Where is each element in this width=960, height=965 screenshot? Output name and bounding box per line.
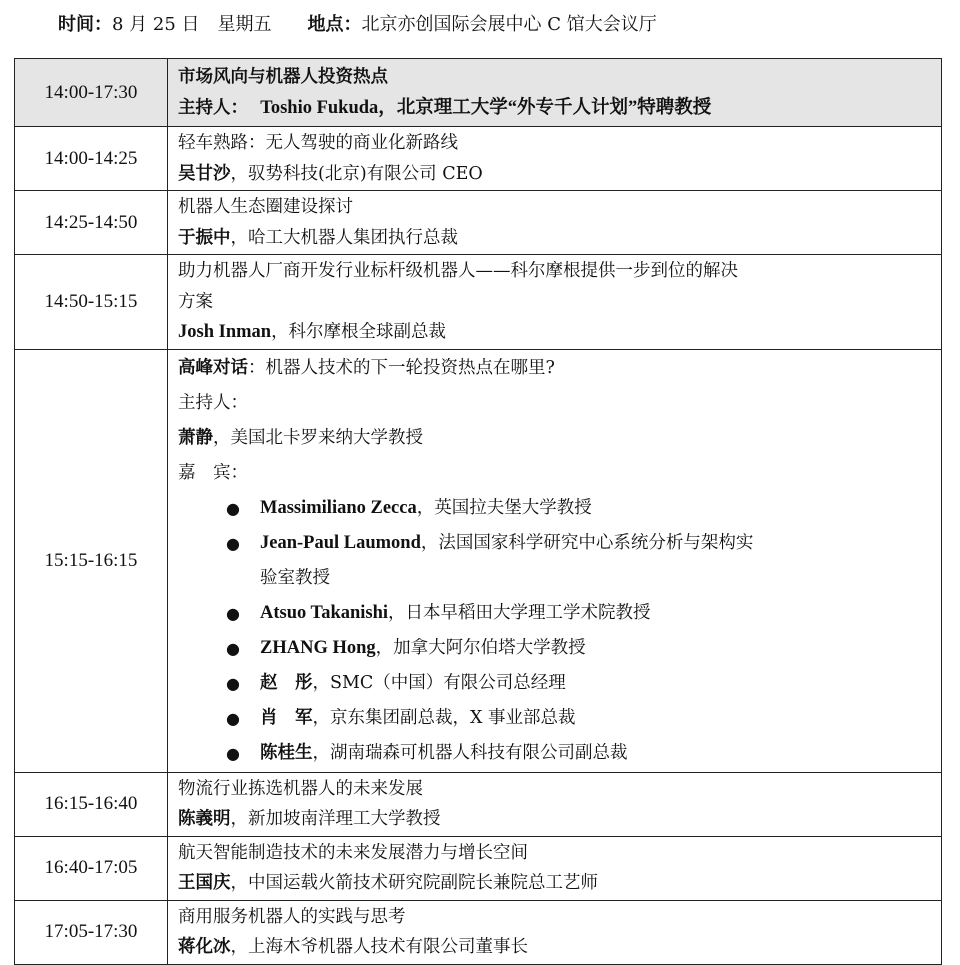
speaker-affiliation: ，中国运载火箭技术研究院副院长兼院总工艺师 — [230, 873, 598, 893]
guest-name: Massimiliano Zecca — [260, 497, 417, 518]
talk-speaker-line — [178, 317, 931, 348]
speaker-affiliation: ，新加坡南洋理工大学教授 — [230, 809, 441, 829]
bullet-icon: ● — [226, 603, 240, 623]
guest-affiliation: ，加拿大阿尔伯塔大学教授 — [375, 637, 586, 658]
table-row — [15, 836, 942, 900]
panel-host — [178, 421, 931, 456]
guest-affiliation: ，日本早稻田大学理工学术院教授 — [388, 602, 651, 623]
bullet-icon: ● — [226, 743, 240, 763]
session-header-row — [15, 59, 942, 127]
schedule-table — [14, 58, 942, 965]
time-cell: 14:50-15:15 — [15, 255, 168, 350]
bullet-icon: ● — [226, 673, 240, 693]
talk-cell — [168, 772, 942, 836]
place-label: 地点： — [307, 14, 362, 35]
time-cell: 14:25-14:50 — [15, 191, 168, 255]
host-label: 主持人： — [178, 97, 248, 118]
place-value: 北京亦创国际会展中心 C 馆大会议厅 — [361, 14, 657, 35]
session-title: 市场风向与机器人投资热点 — [178, 67, 388, 87]
schedule-header — [58, 8, 657, 42]
guest-name: Jean-Paul Laumond — [260, 532, 421, 553]
host-affiliation: ，美国北卡罗来纳大学教授 — [213, 427, 423, 448]
table-row — [15, 191, 942, 255]
talk-topic-line1: 助力机器人厂商开发行业标杆级机器人——科尔摩根提供一步到位的解决 — [178, 261, 738, 281]
session-title-cell — [168, 59, 942, 127]
bullet-icon: ● — [226, 498, 240, 518]
talk-cell — [168, 255, 942, 350]
list-item — [178, 736, 931, 771]
speaker-name: 蒋化冰 — [178, 937, 231, 957]
time-cell: 16:40-17:05 — [15, 836, 168, 900]
talk-cell — [168, 836, 942, 900]
guest-affiliation: ，湖南瑞森可机器人科技有限公司副总裁 — [312, 742, 628, 763]
speaker-name: Josh Inman — [178, 322, 272, 342]
time-cell: 17:05-17:30 — [15, 900, 168, 964]
list-item — [178, 526, 931, 596]
guest-name: 肖 军 — [260, 707, 313, 728]
talk-topic: 航天智能制造技术的未来发展潜力与增长空间 — [178, 842, 528, 863]
speaker-affiliation: ，驭势科技(北京)有限公司 CEO — [230, 163, 483, 184]
talk-topic: 物流行业拣选机器人的未来发展 — [178, 778, 423, 799]
talk-speaker-line — [178, 932, 931, 963]
bullet-icon: ● — [226, 708, 240, 728]
speaker-name: 王国庆 — [178, 873, 231, 893]
session-host — [178, 93, 931, 124]
list-item — [178, 701, 931, 736]
guest-name: Atsuo Takanishi — [260, 602, 389, 623]
host-name: 萧静 — [178, 427, 213, 448]
table-row — [15, 255, 942, 350]
talk-speaker-line — [178, 868, 931, 899]
panel-cell — [168, 349, 942, 772]
guest-affiliation: ，英国拉夫堡大学教授 — [416, 497, 592, 518]
guest-name: 陈桂生 — [260, 742, 313, 763]
list-item — [178, 631, 931, 666]
talk-topic: 轻车熟路：无人驾驶的商业化新路线 — [178, 133, 458, 153]
talk-speaker-line — [178, 159, 931, 190]
speaker-name: 于振中 — [178, 227, 231, 248]
talk-topic: 商用服务机器人的实践与思考 — [178, 906, 406, 927]
speaker-name: 吴甘沙 — [178, 163, 231, 184]
time-cell: 14:00-14:25 — [15, 127, 168, 191]
guest-affiliation: ，法国国家科学研究中心系统分析与架构实 — [420, 532, 754, 553]
panel-title — [178, 351, 931, 386]
table-row — [15, 772, 942, 836]
list-item — [178, 666, 931, 701]
talk-cell — [168, 127, 942, 191]
time-cell: 14:00-17:30 — [15, 59, 168, 127]
talk-cell — [168, 191, 942, 255]
talk-speaker-line — [178, 223, 931, 254]
talk-cell — [168, 900, 942, 964]
speaker-affiliation: ，科尔摩根全球副总裁 — [271, 322, 447, 342]
talk-speaker-line — [178, 804, 931, 835]
talk-topic-line2: 方案 — [178, 291, 213, 312]
time-cell: 16:15-16:40 — [15, 772, 168, 836]
guest-affiliation: ，SMC（中国）有限公司总经理 — [312, 672, 566, 693]
host-value: Toshio Fukuda，北京理工大学“外专千人计划”特聘教授 — [260, 97, 712, 118]
guest-list — [178, 491, 931, 771]
speaker-name: 陈義明 — [178, 809, 231, 829]
panel-host-label: 主持人： — [178, 392, 248, 413]
time-label: 时间： — [58, 14, 112, 35]
time-cell: 15:15-16:15 — [15, 349, 168, 772]
panel-title-value: ：机器人技术的下一轮投资热点在哪里? — [248, 357, 555, 378]
panel-title-label: 高峰对话 — [178, 357, 248, 378]
bullet-icon: ● — [226, 533, 240, 553]
list-item — [178, 491, 931, 526]
guest-affiliation: ，京东集团副总裁，X 事业部总裁 — [312, 707, 576, 728]
table-row — [15, 127, 942, 191]
panel-guests-label: 嘉 宾： — [178, 462, 248, 483]
list-item — [178, 596, 931, 631]
speaker-affiliation: ，上海木爷机器人技术有限公司董事长 — [230, 937, 528, 957]
guest-affiliation-cont: 验室教授 — [260, 567, 330, 588]
guest-name: 赵 彤 — [260, 672, 313, 693]
time-value: 8 月 25 日 星期五 — [112, 14, 272, 35]
guest-name: ZHANG Hong — [260, 637, 376, 658]
speaker-affiliation: ，哈工大机器人集团执行总裁 — [230, 227, 458, 248]
bullet-icon: ● — [226, 638, 240, 658]
table-row — [15, 900, 942, 964]
talk-topic: 机器人生态圈建设探讨 — [178, 197, 353, 217]
panel-row — [15, 349, 942, 772]
